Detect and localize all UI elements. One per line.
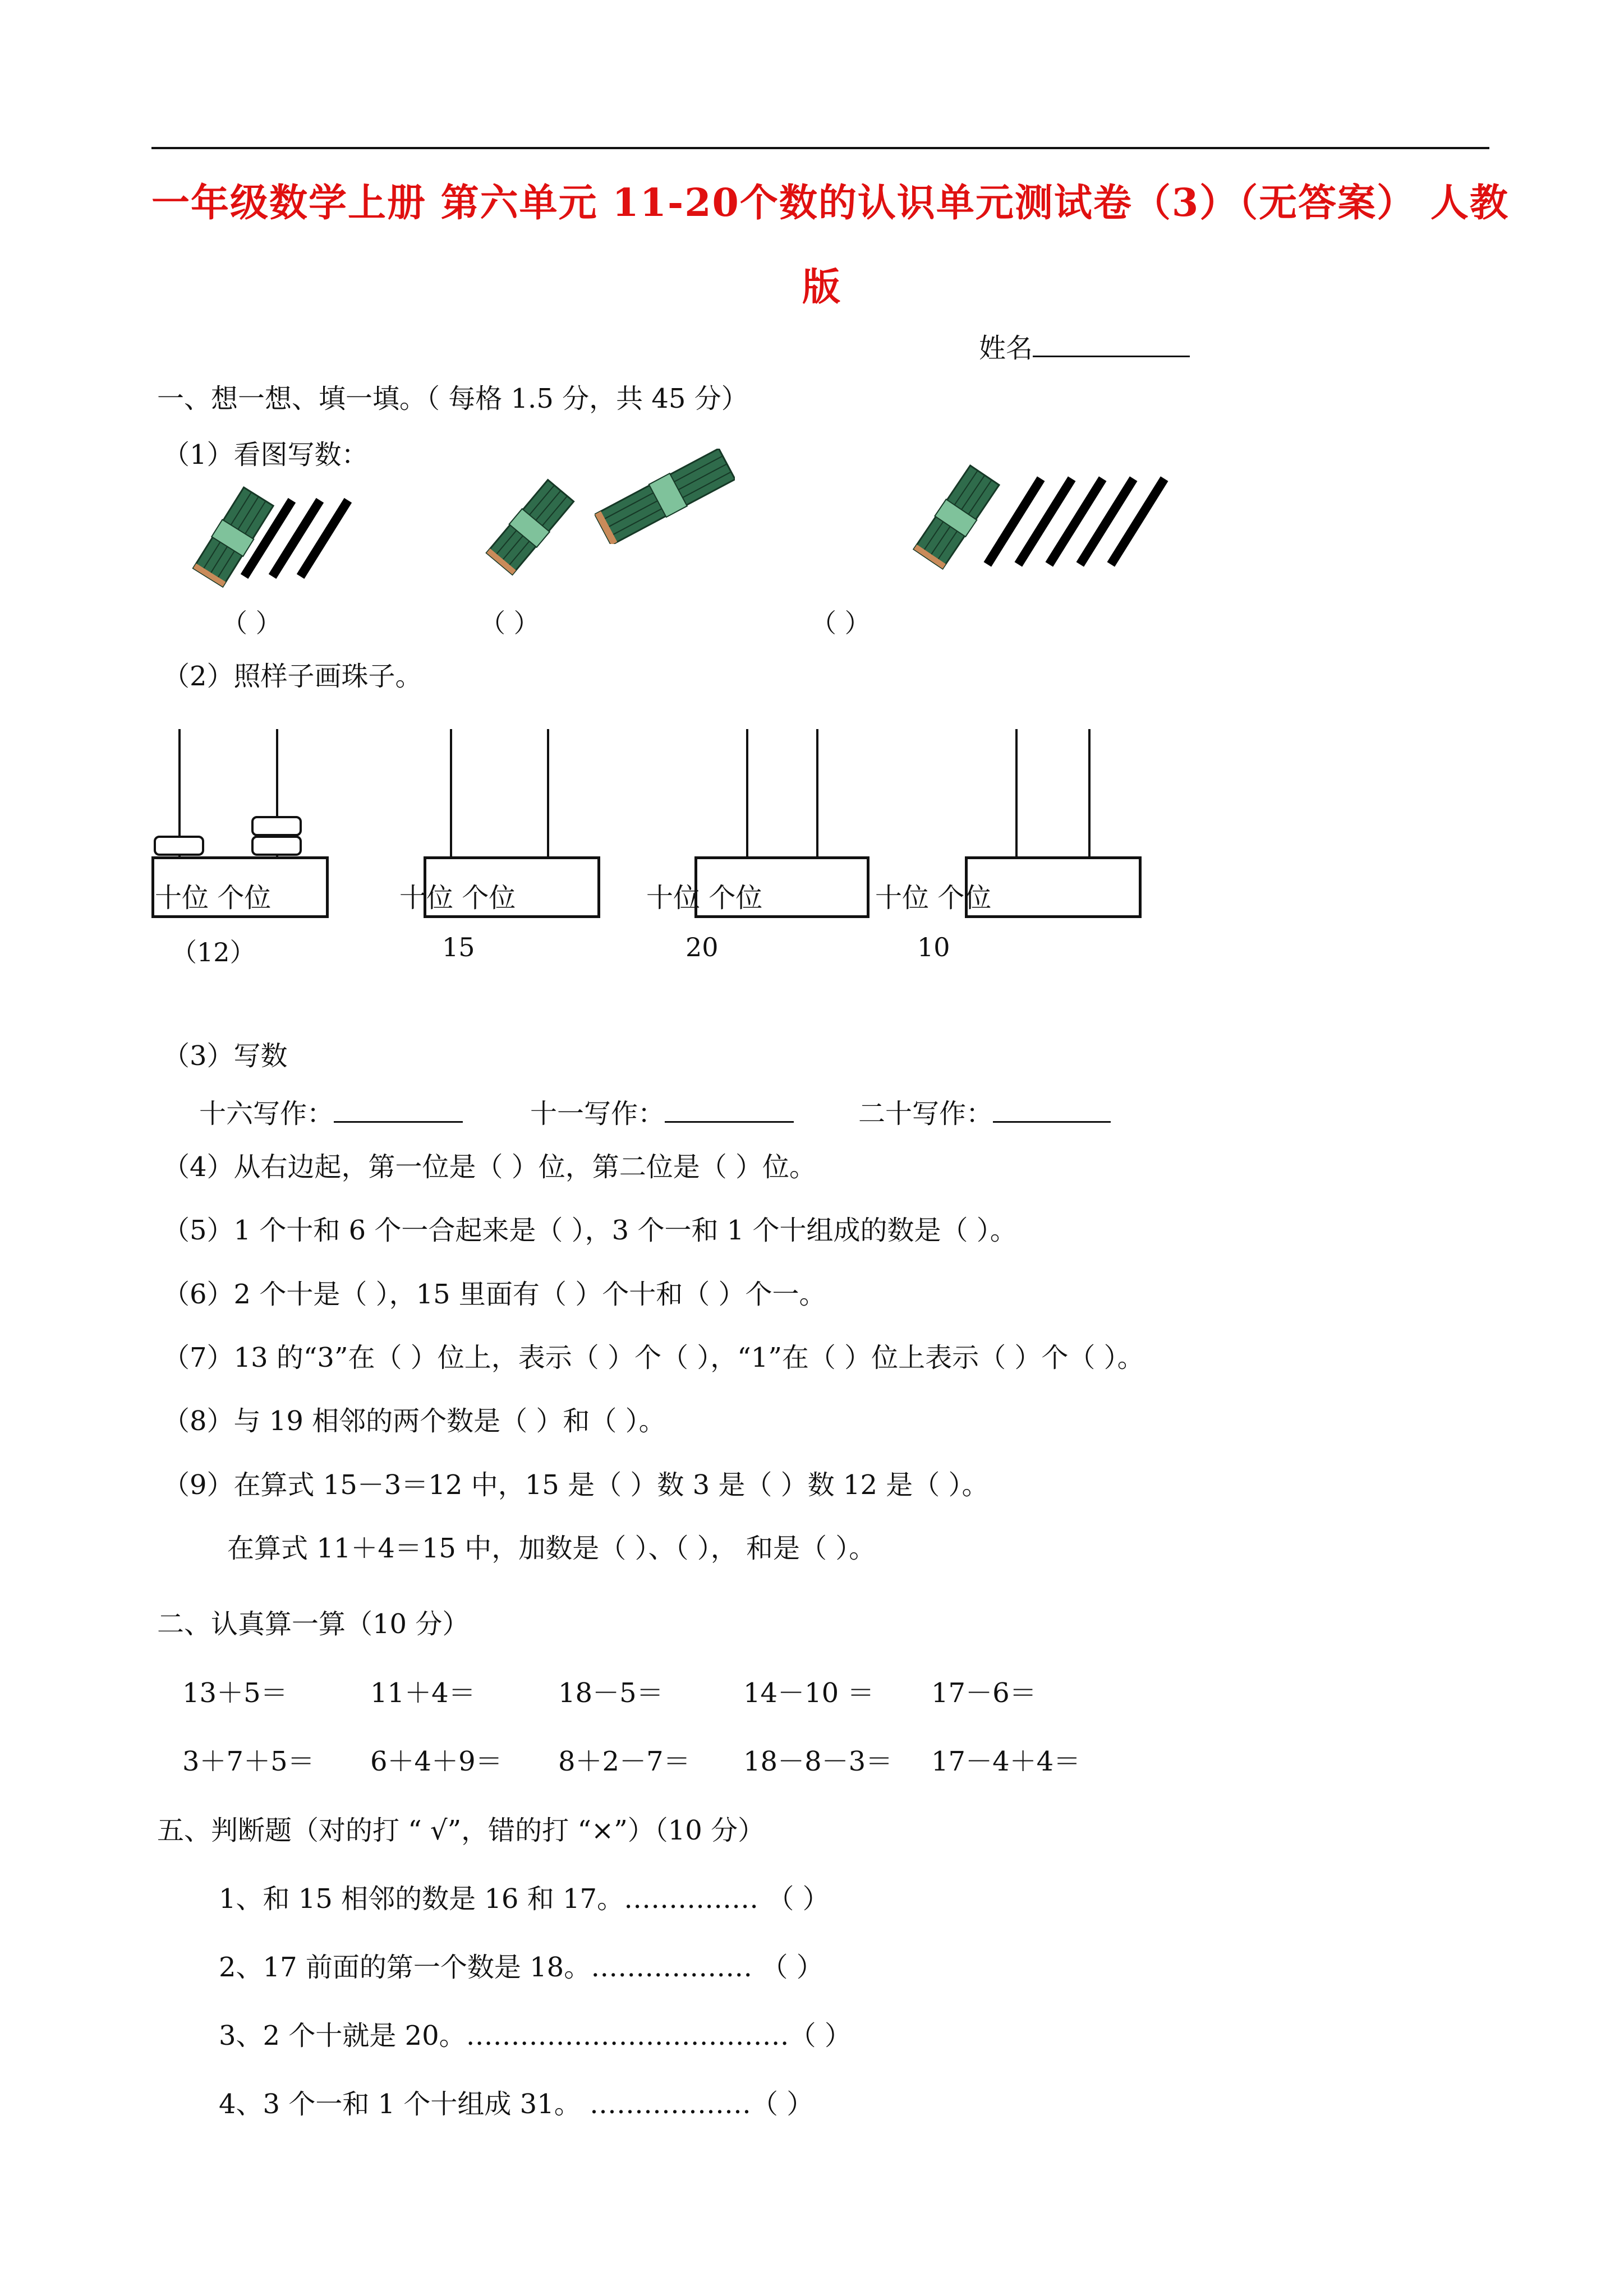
q9a: （9）在算式 15－3＝12 中，15 是（ ）数 3 是（ ）数 12 是（ ）。 (163, 1469, 989, 1501)
stick-icon (1015, 476, 1076, 566)
name-field[interactable] (979, 331, 1190, 363)
abacus-rod (816, 729, 818, 858)
section2-heading: 二、认真算一算（10 分） (157, 1608, 470, 1640)
q9b: 在算式 11＋4＝15 中，加数是（ ）、（ ）， 和是（ ）。 (227, 1533, 876, 1564)
judge-item[interactable]: 2、17 前面的第一个数是 18。……………… （ ） (219, 1952, 823, 1983)
q3-item[interactable]: 二十写作： (858, 1096, 1111, 1129)
q3-item[interactable]: 十六写作： (199, 1096, 463, 1129)
calc-item: 17－6＝ (931, 1677, 1037, 1709)
abacus-place-label: 十位 个位 (646, 882, 763, 914)
stick-icon (1046, 476, 1107, 566)
abacus-number: 15 (442, 932, 475, 962)
q6: （6）2 个十是（ ），15 里面有（ ）个十和（ ）个一。 (163, 1279, 826, 1310)
judge-item[interactable]: 1、和 15 相邻的数是 16 和 17。…………… （ ） (219, 1883, 830, 1915)
q2-label: （2）照样子画珠子。 (163, 661, 422, 692)
stick-icon (1107, 476, 1168, 566)
page-title-line2: 版 (802, 265, 841, 310)
calc-item: 3＋7＋5＝ (182, 1746, 315, 1777)
abacus-rod (450, 729, 452, 858)
calc-item: 13＋5＝ (182, 1677, 288, 1709)
abacus-rod (1015, 729, 1018, 858)
abacus-place-label: 十位 个位 (875, 882, 992, 914)
q4: （4）从右边起，第一位是（ ）位，第二位是（ ）位。 (163, 1151, 817, 1183)
answer-paren-1[interactable]: （ ） (222, 608, 282, 638)
abacus-rod (746, 729, 748, 858)
pencil-bundle-icon (482, 474, 578, 580)
answer-paren-3[interactable]: （ ） (811, 608, 871, 638)
calc-item: 14－10 ＝ (743, 1677, 875, 1709)
q8: （8）与 19 相邻的两个数是（ ）和（ ）。 (163, 1405, 666, 1437)
calc-item: 11＋4＝ (370, 1677, 476, 1709)
section1-heading: 一、想一想、填一填。（ 每格 1.5 分，共 45 分） (157, 383, 748, 414)
abacus-rod (547, 729, 549, 858)
abacus-number: 10 (917, 932, 950, 962)
abacus-bead-icon (154, 836, 204, 856)
q1-label: （1）看图写数： (163, 439, 369, 471)
abacus-place-label: 十位 个位 (399, 882, 516, 914)
name-label: 姓名 (979, 333, 1033, 364)
calc-item: 17－4＋4＝ (931, 1746, 1081, 1777)
q7: （7）13 的“3”在（ ）位上，表示（ ）个（ ），“1”在（ ）位上表示（ ）个（ ）。 (163, 1342, 1144, 1373)
q5: （5）1 个十和 6 个一合起来是（ ），3 个一和 1 个十组成的数是（ ）。 (163, 1215, 1017, 1246)
header-rule (151, 147, 1489, 149)
stick-icon (1076, 476, 1138, 566)
answer-paren-2[interactable]: （ ） (480, 608, 540, 638)
q3-label: （3）写数 (163, 1040, 288, 1072)
abacus-number: （12） (171, 937, 256, 967)
calc-item: 8＋2－7＝ (558, 1746, 691, 1777)
abacus-bead-icon (251, 816, 302, 836)
calc-item: 18－8－3＝ (743, 1746, 893, 1777)
judge-item[interactable]: 4、3 个一和 1 个十组成 31。 ………………（ ） (219, 2088, 814, 2120)
stick-icon (297, 498, 352, 579)
judge-item[interactable]: 3、2 个十就是 20。………………………………（ ） (219, 2020, 852, 2051)
abacus-rod (1088, 729, 1091, 858)
q3-item[interactable]: 十一写作： (530, 1096, 794, 1129)
page-title-line1: 一年级数学上册 第六单元 11-20个数的认识单元测试卷（3）（无答案） 人教 (151, 181, 1509, 225)
name-blank[interactable] (1033, 331, 1190, 357)
calc-item: 18－5＝ (558, 1677, 664, 1709)
section5-heading: 五、判断题（对的打 “ √”，错的打 “×”）（10 分） (157, 1815, 765, 1846)
abacus-place-label: 十位 个位 (155, 882, 272, 914)
abacus-number: 20 (686, 932, 719, 962)
abacus-bead-icon (251, 836, 302, 856)
calc-item: 6＋4＋9＝ (370, 1746, 503, 1777)
pencil-bundle-icon (595, 449, 735, 544)
